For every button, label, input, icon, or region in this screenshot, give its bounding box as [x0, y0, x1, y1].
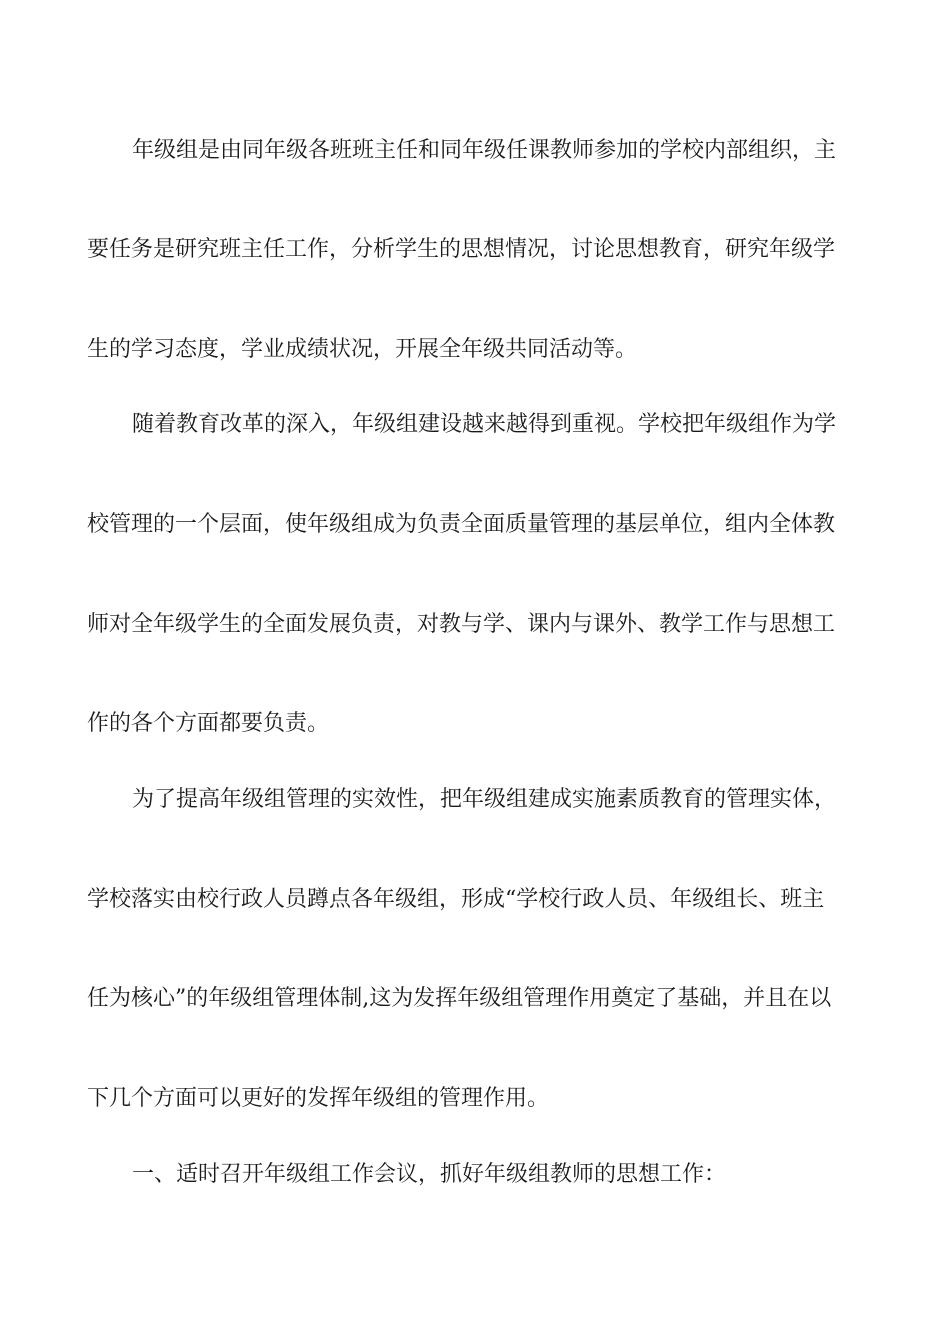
section-heading-1: 一、适时召开年级组工作会议，抓好年级组教师的思想工作： [132, 1162, 727, 1187]
paragraph-3-line-4: 下几个方面可以更好的发挥年级组的管理作用。 [87, 1086, 550, 1111]
paragraph-1-line-2: 要任务是研究班主任工作，分析学生的思想情况，讨论思想教育，研究年级学 [87, 237, 836, 262]
paragraph-2-line-3: 师对全年级学生的全面发展负责，对教与学、课内与课外、教学工作与思想工 [87, 612, 836, 637]
text-line [0, 405, 950, 445]
text-line [0, 131, 950, 171]
paragraph-2-line-2: 校管理的一个层面，使年级组成为负责全面质量管理的基层单位，组内全体教 [87, 512, 836, 537]
paragraph-3-line-3: 任为核心”的年级组管理体制,这为发挥年级组管理作用奠定了基础，并且在以 [87, 986, 832, 1011]
paragraph-3-line-2: 学校落实由校行政人员蹲点各年级组，形成“学校行政人员、年级组长、班主 [87, 887, 825, 912]
text-line [0, 1079, 950, 1119]
paragraph-1-line-1: 年级组是由同年级各班班主任和同年级任课教师参加的学校内部组织，主 [132, 138, 837, 163]
text-line [0, 505, 950, 545]
paragraph-1-line-3: 生的学习态度，学业成绩状况，开展全年级共同活动等。 [87, 337, 638, 362]
text-line [0, 979, 950, 1019]
text-line [0, 1155, 950, 1195]
paragraph-3-line-1: 为了提高年级组管理的实效性，把年级组建成实施素质教育的管理实体， [132, 787, 837, 812]
text-line [0, 230, 950, 270]
text-line [0, 880, 950, 920]
text-line [0, 704, 950, 744]
text-line [0, 780, 950, 820]
paragraph-2-line-4: 作的各个方面都要负责。 [87, 711, 330, 736]
text-line [0, 330, 950, 370]
text-line [0, 605, 950, 645]
paragraph-2-line-1: 随着教育改革的深入，年级组建设越来越得到重视。学校把年级组作为学 [132, 412, 837, 437]
